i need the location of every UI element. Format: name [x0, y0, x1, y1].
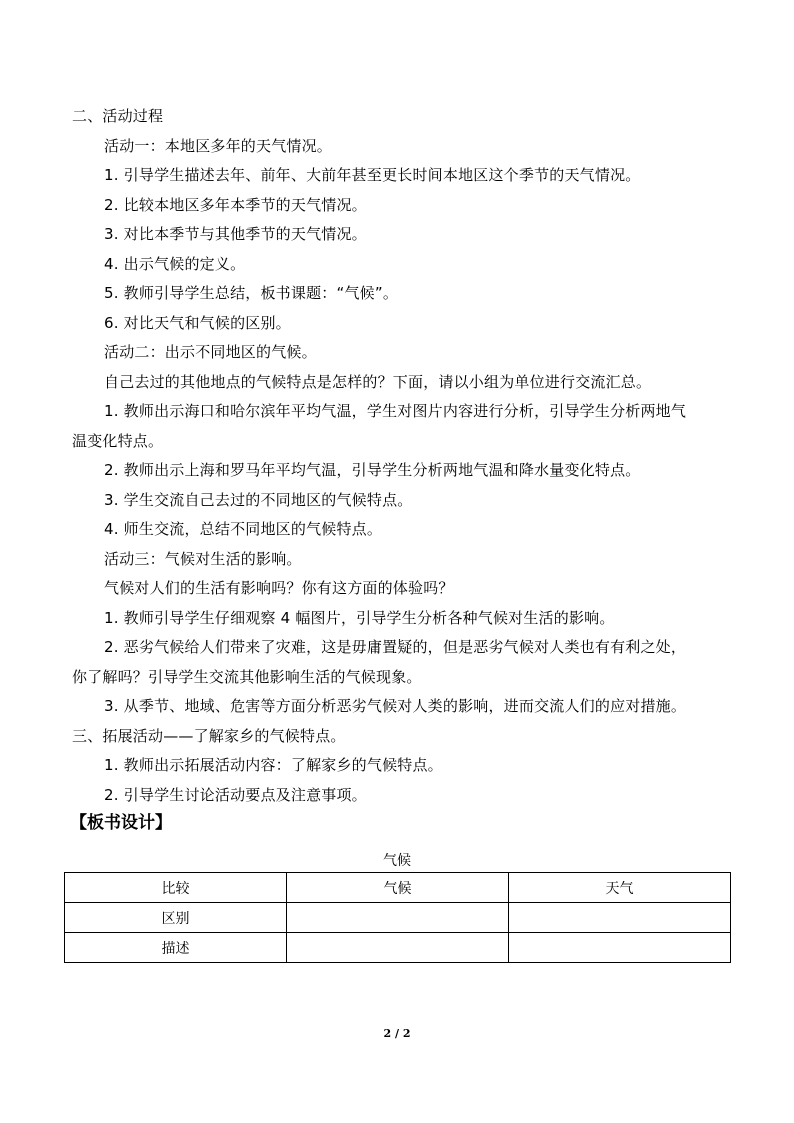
table-cell: [287, 933, 509, 963]
page-number: 2 / 2: [383, 1027, 411, 1040]
table-header-cell: 比较: [65, 873, 287, 903]
table-header-cell: 天气: [509, 873, 731, 903]
text-line: 3. 学生交流自己去过的不同地区的气候特点。: [104, 491, 413, 509]
text-line: 活动三：气候对生活的影响。: [104, 550, 302, 568]
text-line: 2. 比较本地区多年本季节的天气情况。: [104, 196, 367, 214]
text-line: 气候对人们的生活有影响吗？你有这方面的体验吗？: [104, 579, 454, 597]
table-cell: 区别: [65, 903, 287, 933]
table-cell: [509, 903, 731, 933]
table-header-cell: 气候: [287, 873, 509, 903]
table-cell: [509, 933, 731, 963]
text-line: 温变化特点。: [72, 432, 164, 450]
table-row: [65, 903, 731, 933]
table-caption: 气候: [383, 853, 411, 869]
text-line: 6. 对比天气和气候的区别。: [104, 314, 291, 332]
text-line: 2. 教师出示上海和罗马年平均气温，引导学生分析两地气温和降水量变化特点。: [104, 461, 641, 479]
text-line: 4. 师生交流，总结不同地区的气候特点。: [104, 520, 383, 538]
text-line: 自己去过的其他地点的气候特点是怎样的？下面，请以小组为单位进行交流汇总。: [104, 373, 652, 391]
table-row: [65, 933, 731, 963]
table-cell: 描述: [65, 933, 287, 963]
text-line: 活动二：出示不同地区的气候。: [104, 343, 317, 361]
table-cell: [287, 903, 509, 933]
board-design-heading: 【板书设计】: [70, 813, 172, 833]
text-line: 4. 出示气候的定义。: [104, 255, 246, 273]
text-line: 1. 教师出示海口和哈尔滨年平均气温，学生对图片内容进行分析，引导学生分析两地气: [104, 402, 687, 420]
comparison-table: [64, 872, 731, 963]
text-line: 3. 从季节、地域、危害等方面分析恶劣气候对人类的影响，进而交流人们的应对措施。: [104, 697, 687, 715]
text-line: 2. 引导学生讨论活动要点及注意事项。: [104, 786, 367, 804]
text-line: 二、活动过程: [72, 107, 164, 125]
text-line: 活动一：本地区多年的天气情况。: [104, 137, 333, 155]
text-line: 5. 教师引导学生总结，板书课题：“气候”。: [104, 284, 399, 302]
text-line: 2. 恶劣气候给人们带来了灾难，这是毋庸置疑的，但是恶劣气候对人类也有有利之处，: [104, 638, 687, 656]
text-line: 1. 教师出示拓展活动内容：了解家乡的气候特点。: [104, 756, 443, 774]
text-line: 你了解吗？引导学生交流其他影响生活的气候现象。: [72, 668, 422, 686]
text-line: 1. 引导学生描述去年、前年、大前年甚至更长时间本地区这个季节的天气情况。: [104, 166, 641, 184]
text-line: 三、拓展活动——了解家乡的气候特点。: [72, 727, 346, 745]
text-line: 1. 教师引导学生仔细观察 4 幅图片，引导学生分析各种气候对生活的影响。: [104, 609, 615, 627]
table-header-row: [65, 873, 731, 903]
text-line: 3. 对比本季节与其他季节的天气情况。: [104, 225, 367, 243]
